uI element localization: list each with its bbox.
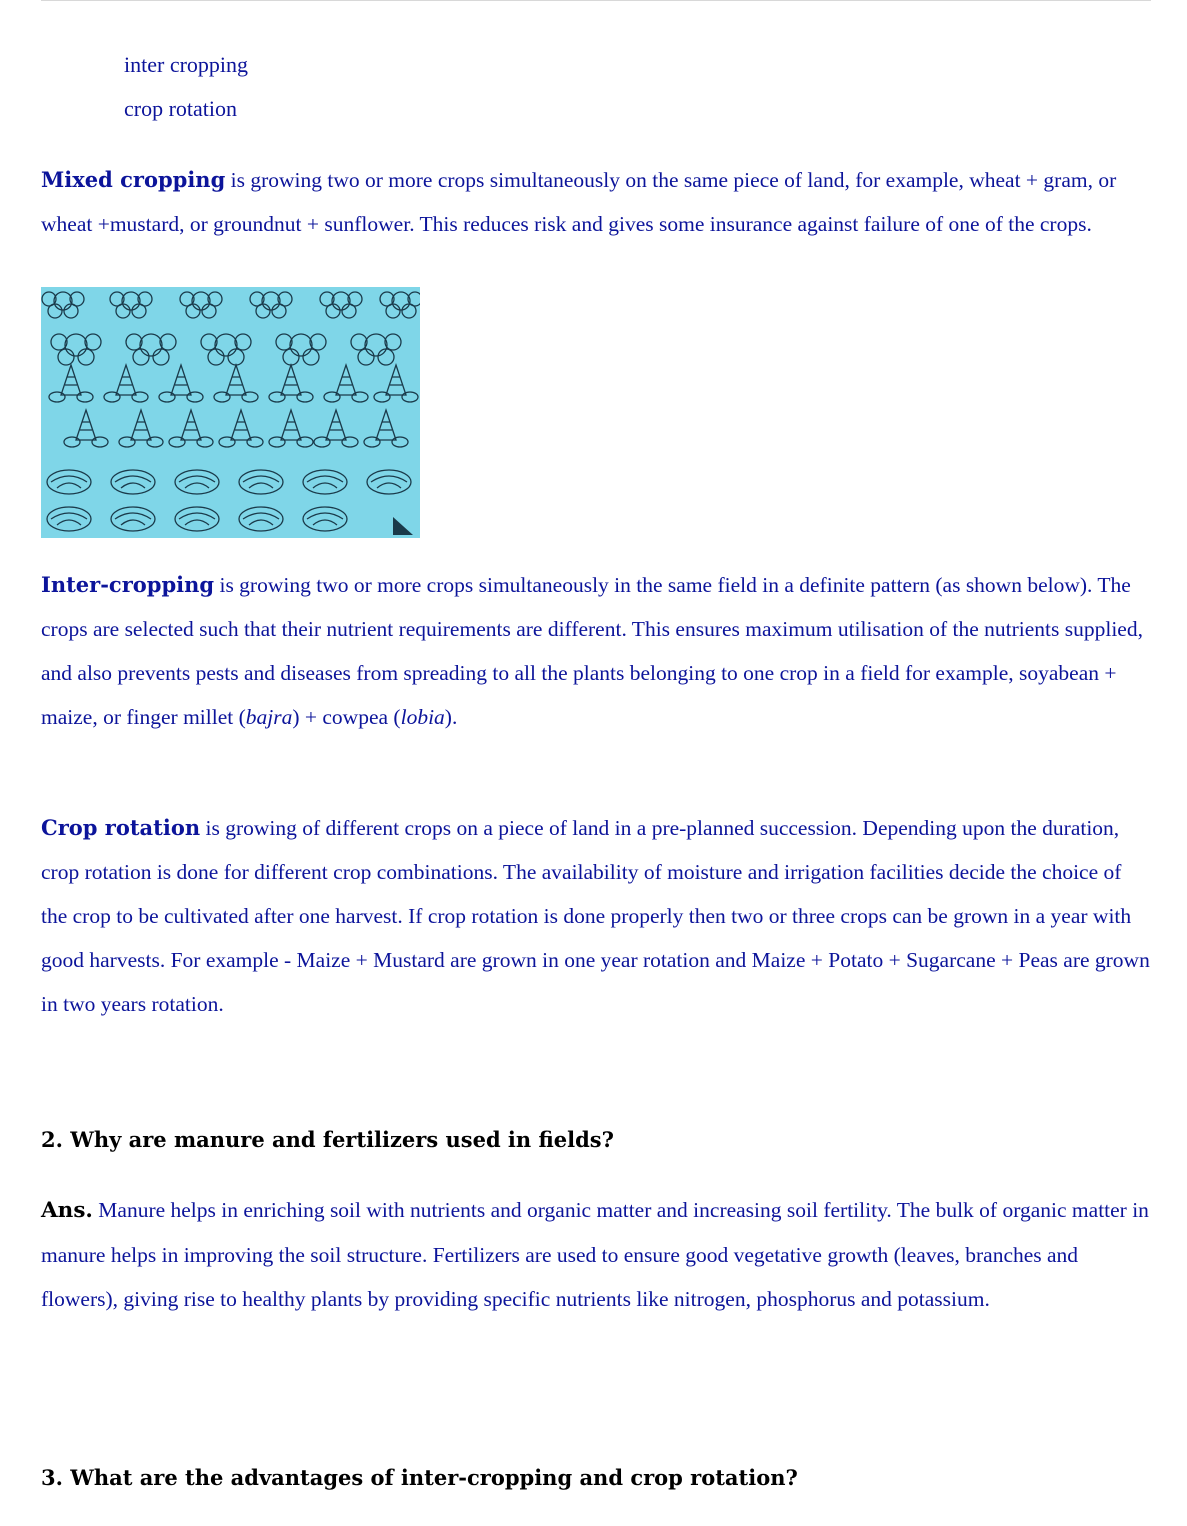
crop-rotation-text: is growing of different crops on a piece of land in a pre-planned succession. Depending upon the duration, crop rotation is done for different crop combinations. The availability of moisture and irrigation facilities decide the choice of the crop to be cultivated after one harvest. If crop rotation is done properly then two or three crops can be grown in a year with good harvests. For example - Maize + Mustard are grown in one year rotation and Maize + Potato + Sugarcane + Peas are grown in two years rotation. (41, 816, 1150, 1016)
mixed-cropping-figure (41, 287, 420, 538)
inter-cropping-term: Inter-cropping (41, 572, 215, 597)
answer-2-text: Manure helps in enriching soil with nutrients and organic matter and increasing soil fertility. The bulk of organic matter in manure helps in improving the soil structure. Fertilizers are used to ensure good vegetative growth (leaves, branches and flowers), giving rise to healthy plants by providing specific nutrients like nitrogen, phosphorus and potassium. (41, 1198, 1149, 1311)
inter-cropping-paragraph (41, 563, 1153, 739)
lobia-italic: lobia (400, 705, 445, 729)
cone-plant-row-1 (49, 365, 418, 402)
mixed-cropping-term: Mixed cropping (41, 167, 226, 192)
leafy-row-1 (47, 470, 411, 494)
mixed-cropping-paragraph (41, 158, 1153, 246)
crop-rotation-paragraph (41, 806, 1153, 1026)
list-item-crop-rotation: crop rotation (124, 96, 238, 121)
corner-mark (393, 517, 413, 535)
top-rule (41, 0, 1151, 1)
list-item-inter-cropping: inter cropping (124, 52, 249, 77)
flower-row-2 (51, 334, 401, 365)
bajra-italic: bajra (245, 705, 293, 729)
leafy-row-2 (47, 507, 347, 531)
cone-plant-row-2 (64, 410, 408, 447)
inter-cropping-text-2: ) + cowpea ( (292, 705, 401, 729)
flower-row-1 (42, 292, 420, 318)
crop-rotation-term: Crop rotation (41, 815, 201, 840)
inter-cropping-text: is growing two or more crops simultaneously in the same field in a definite pattern (as shown below). The crops are selected such that their nutrient requirements are different. This ensures maximum utilisation of the nutrients supplied, and also prevents pests and diseases from spreading to all the plants belonging to one crop in a field for example, soyabean + maize, or finger millet ( (41, 573, 1143, 729)
question-2: 2. Why are manure and fertilizers used in fields? (41, 1127, 614, 1152)
answer-2-paragraph (41, 1188, 1153, 1321)
inter-cropping-text-3: ). (444, 705, 458, 729)
question-3: 3. What are the advantages of inter-cropping and crop rotation? (41, 1465, 798, 1490)
mixed-cropping-text: is growing two or more crops simultaneously on the same piece of land, for example, wheat + gram, or wheat +mustard, or groundnut + sunflower. This reduces risk and gives some insurance against failure of one of the crops. (41, 168, 1117, 236)
mixed-cropping-illustration (41, 287, 420, 538)
answer-label: Ans. (41, 1198, 93, 1223)
